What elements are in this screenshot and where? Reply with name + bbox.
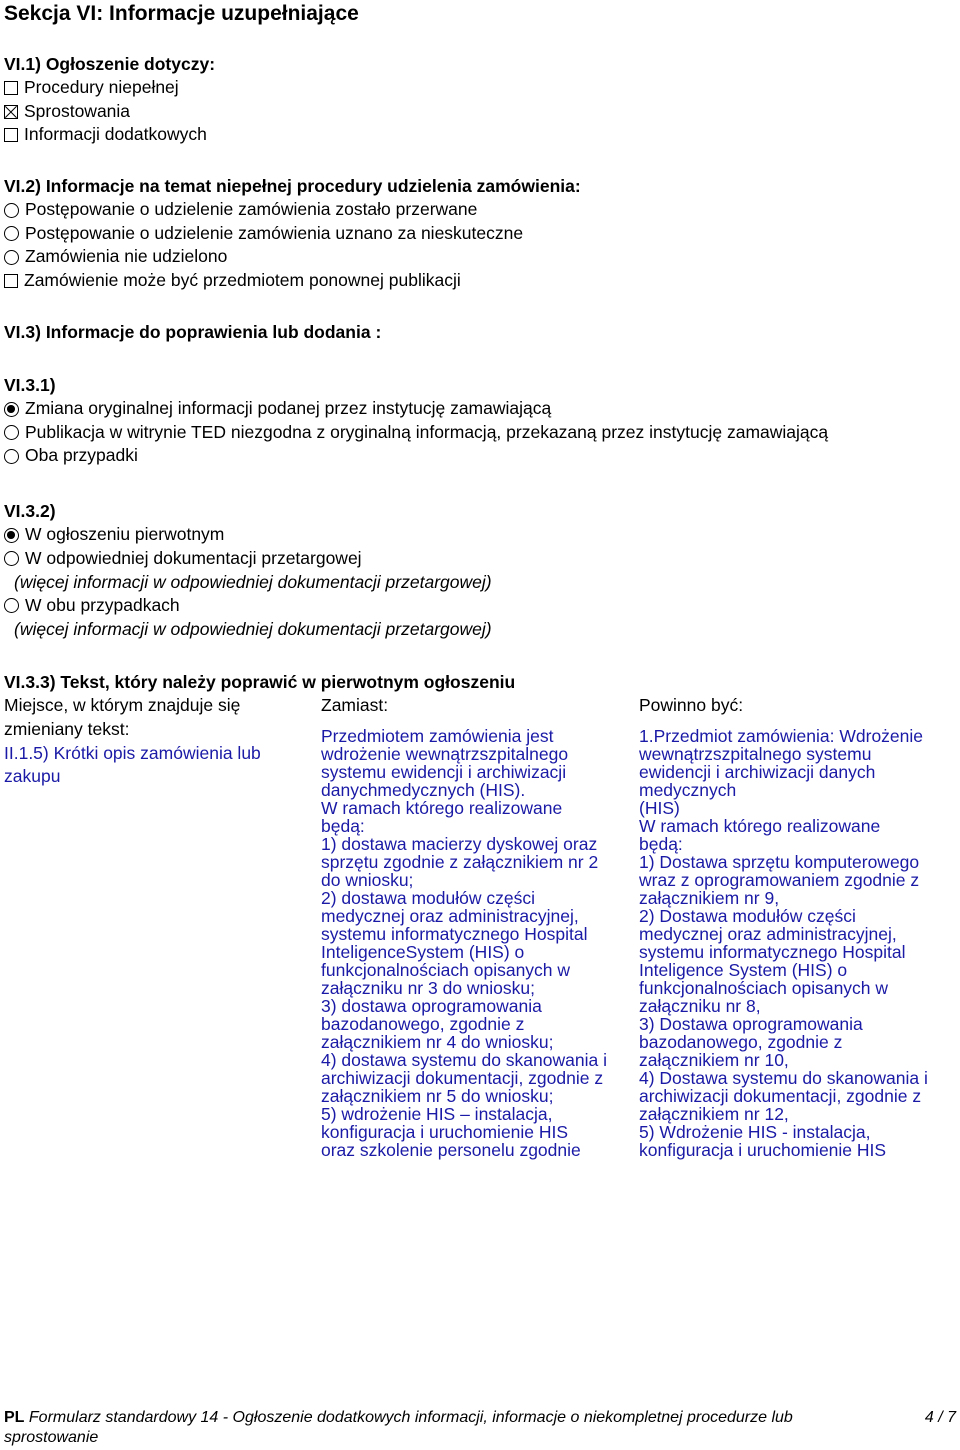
vi32-option-pierwotnym[interactable] [4, 524, 492, 548]
radio-icon[interactable] [4, 425, 19, 440]
vi1-heading: VI.1) Ogłoszenie dotyczy: [4, 53, 216, 74]
vi3-heading: VI.3) Informacje do poprawienia lub dodania : [4, 321, 382, 342]
correction-column-location [4, 694, 304, 789]
option-label: W odpowiedniej dokumentacji przetargowej [25, 547, 362, 568]
vi2-block [4, 175, 581, 293]
checkbox-icon[interactable] [4, 128, 18, 142]
vi1-option-procedury[interactable] [4, 77, 215, 101]
radio-icon[interactable] [4, 551, 19, 566]
footer-form-title-cont: sprostowanie [4, 1429, 99, 1446]
vi32-block [4, 500, 492, 641]
vi31-option-publikacja[interactable] [4, 421, 828, 445]
option-label: Postępowanie o udzielenie zamówienia uznano za nieskuteczne [25, 222, 524, 243]
correction-column-should-be [639, 694, 957, 1159]
option-label: Zamówienia nie udzielono [25, 246, 228, 267]
vi1-option-informacji[interactable] [4, 124, 215, 148]
vi1-option-sprostowania[interactable] [4, 100, 215, 124]
checkbox-icon[interactable] [4, 274, 18, 288]
footer-form-title: Formularz standardowy 14 - Ogłoszenie dodatkowych informacji, informacje o niekompletnej procedurze lub [28, 1409, 793, 1426]
should-be-header: Powinno być: [639, 695, 744, 715]
radio-icon[interactable] [4, 203, 19, 218]
option-label: Postępowanie o udzielenie zamówienia zostało przerwane [25, 199, 478, 220]
checkbox-icon[interactable] [4, 81, 18, 95]
vi3-heading-block [4, 321, 381, 345]
vi2-option-nieskuteczne[interactable] [4, 222, 581, 246]
vi2-option-ponowna-publikacja[interactable] [4, 269, 581, 293]
should-be-text: 1.Przedmiot zamówienia: Wdrożenie wewnątrzszpitalnego systemu ewidencji i archiwizacji danych medycznych (HIS) W ramach którego realizowane będą: 1) Dostawa sprzętu komputerowego wraz z oprogramowaniem zgodnie z załącznikiem nr 9, 2) Dostawa modułów części medycznej oraz administracyjnej, systemu informatycznego Hospital Inteligence System (HIS) o funkcjonalnościach opisanych w załączniku nr 8, 3) Dostawa oprogramowania bazodanowego, zgodnie z załącznikiem nr 10, 4) Dostawa systemu do skanowania i archiwizacji dokumentacji, zgodnie z załącznikiem nr 12, 5) Wdrożenie HIS - instalacja, konfiguracja i uruchomienie HIS [639, 725, 928, 1160]
option-label: W ogłoszeniu pierwotnym [25, 524, 225, 545]
footer-lang-code: PL [4, 1409, 25, 1426]
option-label: W obu przypadkach [25, 594, 180, 615]
radio-icon[interactable] [4, 449, 19, 464]
radio-icon[interactable] [4, 598, 19, 613]
vi32-option-dokumentacji[interactable] [4, 547, 492, 571]
vi31-block [4, 374, 828, 468]
radio-icon[interactable] [4, 226, 19, 241]
radio-checked-icon[interactable] [4, 402, 19, 417]
vi31-option-zmiana[interactable] [4, 398, 828, 422]
location-value: II.1.5) Krótki opis zamówienia lub zakupu [4, 742, 261, 787]
instead-text: Przedmiotem zamówienia jest wdrożenie wewnątrzszpitalnego systemu ewidencji i archiwizacji danychmedycznych (HIS). W ramach którego realizowane będą: 1) dostawa macierzy dyskowej oraz sprzętu zgodnie z załącznikiem nr 2 do wniosku; 2) dostawa modułów części medycznej oraz administracyjnej, systemu informatycznego Hospital InteligenceSystem (HIS) o funkcjonalnościach opisanych w załączniku nr 3 do wniosku; 3) dostawa oprogramowania bazodanowego, zgodnie z załącznikiem nr 4 do wniosku; 4) dostawa systemu do skanowania i archiwizacji dokumentacji, zgodnie z załącznikiem nr 5 do wniosku; 5) wdrożenie HIS – instalacja, konfiguracja i uruchomienie HIS oraz szkolenie personelu zgodnie [321, 725, 607, 1160]
option-label: Publikacja w witrynie TED niezgodna z oryginalną informacją, przekazaną przez instytucję zamawiającą [25, 421, 829, 442]
checkbox-checked-icon[interactable] [4, 105, 18, 119]
option-label: Procedury niepełnej [24, 77, 179, 98]
vi32-note-1: (więcej informacji w odpowiedniej dokumentacji przetargowej) [14, 571, 492, 592]
vi1-block [4, 53, 215, 147]
form-page [4, 0, 956, 1450]
vi2-option-nie-udzielono[interactable] [4, 246, 581, 270]
option-label: Zmiana oryginalnej informacji podanej przez instytucję zamawiającą [25, 398, 552, 419]
vi32-heading: VI.3.2) [4, 500, 56, 521]
footer-page-number: 4 / 7 [924, 1409, 956, 1426]
radio-checked-icon[interactable] [4, 528, 19, 543]
vi31-heading: VI.3.1) [4, 374, 56, 395]
page-footer [4, 1408, 956, 1448]
location-header: Miejsce, w którym znajduje się zmieniany tekst: [4, 695, 241, 739]
vi33-heading-block [4, 671, 515, 695]
option-label: Informacji dodatkowych [24, 124, 207, 145]
instead-header: Zamiast: [321, 695, 389, 715]
vi2-heading: VI.2) Informacje na temat niepełnej procedury udzielenia zamówienia: [4, 175, 581, 196]
option-label: Zamówienie może być przedmiotem ponownej publikacji [24, 269, 461, 290]
vi2-option-przerwane[interactable] [4, 199, 581, 223]
option-label: Oba przypadki [25, 445, 138, 466]
correction-column-instead [321, 694, 639, 1159]
section-title: Sekcja VI: Informacje uzupełniające [4, 2, 359, 25]
vi33-heading: VI.3.3) Tekst, który należy poprawić w pierwotnym ogłoszeniu [4, 671, 516, 692]
option-label: Sprostowania [24, 100, 131, 121]
vi32-option-obu[interactable] [4, 594, 492, 618]
vi31-option-oba[interactable] [4, 445, 828, 469]
radio-icon[interactable] [4, 250, 19, 265]
vi32-note-2: (więcej informacji w odpowiedniej dokumentacji przetargowej) [14, 618, 492, 639]
